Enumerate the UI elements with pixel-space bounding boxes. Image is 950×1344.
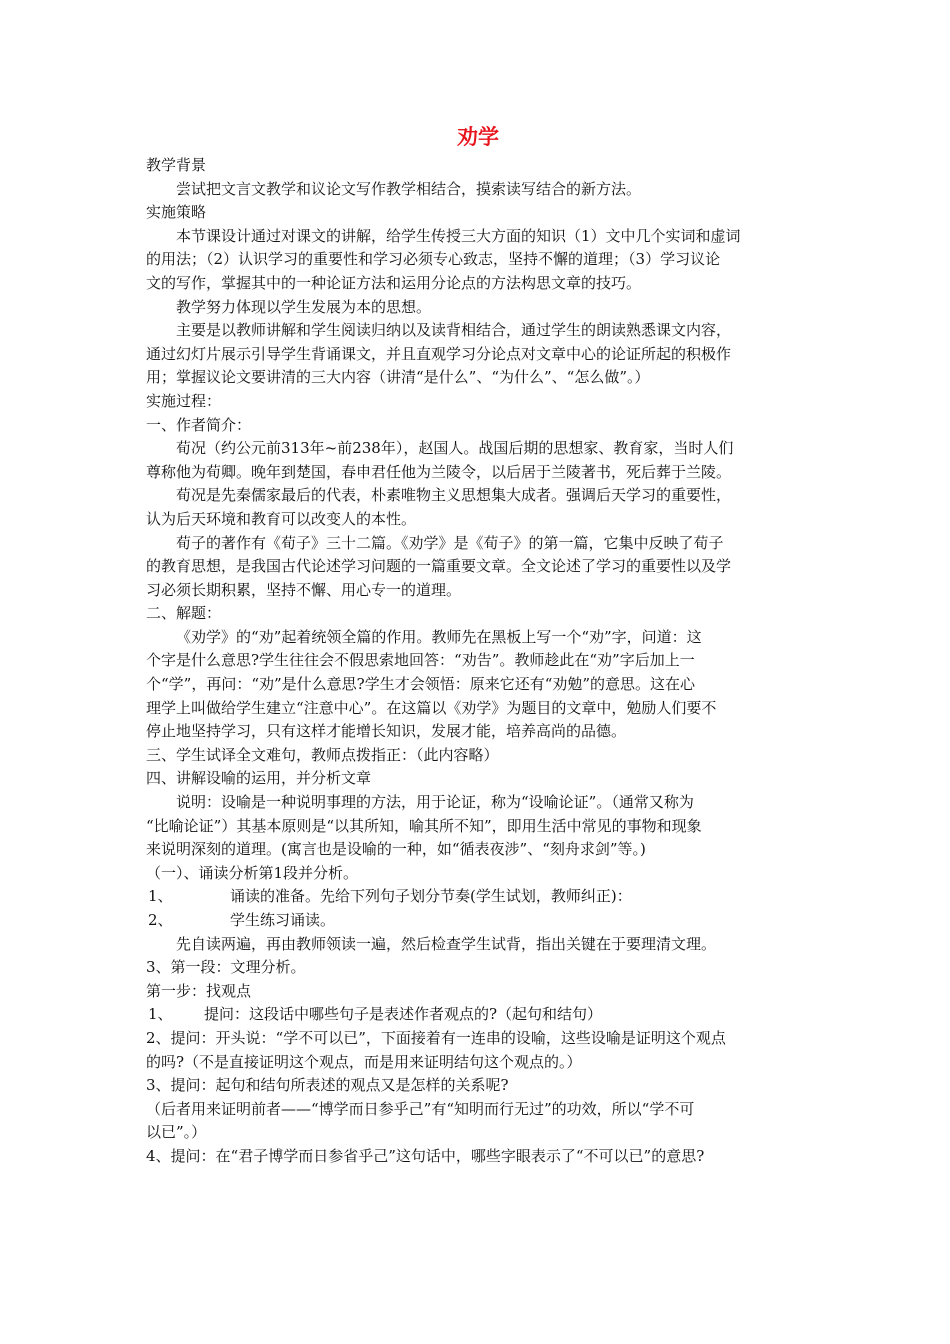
line-text: “比喻论证”）其基本原则是“以其所知，喻其所不知”，即用生活中常见的事物和现象 <box>146 816 702 835</box>
text-line <box>146 1003 810 1027</box>
text-line <box>146 437 810 461</box>
list-number: 1、 <box>148 1005 173 1024</box>
text-line <box>146 225 810 249</box>
text-line <box>146 697 810 721</box>
text-line <box>146 980 810 1004</box>
text-line <box>146 791 810 815</box>
text-line <box>146 555 810 579</box>
line-text: 学生练习诵读。 <box>230 911 336 929</box>
text-line <box>146 626 810 650</box>
text-line <box>146 178 810 202</box>
text-line <box>146 838 810 862</box>
line-text: 荀子的著作有《荀子》三十二篇。《劝学》是《荀子》的第一篇，它集中反映了荀子 <box>176 533 724 552</box>
line-text: 通过幻灯片展示引导学生背诵课文，并且直观学习分论点对文章中心的论证所起的积极作 <box>146 344 732 363</box>
list-number: 2、 <box>148 911 173 929</box>
line-text: 来说明深刻的道理。(寓言也是设喻的一种，如“循表夜涉”、“刻舟求剑”等。) <box>146 840 646 859</box>
line-text: 理学上叫做给学生建立“注意中心”。在这篇以《劝学》为题目的文章中，勉励人们要不 <box>146 698 717 717</box>
text-line <box>146 1145 810 1169</box>
line-text: 实施策略 <box>146 203 207 222</box>
text-line <box>146 319 810 343</box>
text-line <box>146 1074 810 1098</box>
line-text: 个“学”，再问：“劝”是什么意思?学生才会领悟：原来它还有“劝勉”的意思。这在心 <box>146 675 696 694</box>
line-text: 习必须长期积累，坚持不懈、用心专一的道理。 <box>146 580 462 599</box>
line-text: 2、提问：开头说：“学不可以已”，下面接着有一连串的设喻，这些设喻是证明这个观点 <box>146 1028 726 1047</box>
text-line <box>146 532 810 556</box>
line-text: 个字是什么意思?学生往往会不假思索地回答：“劝告”。教师趁此在“劝”字后加上一 <box>146 651 695 670</box>
line-text: 的教育思想，是我国古代论述学习问题的一篇重要文章。全文论述了学习的重要性以及学 <box>146 557 732 576</box>
text-line <box>146 744 810 768</box>
text-line <box>146 767 810 791</box>
document-page <box>146 124 810 1169</box>
line-text: 认为后天环境和教育可以改变人的本性。 <box>146 509 417 528</box>
line-text: 《劝学》的“劝”起着统领全篇的作用。教师先在黑板上写一个“劝”字，问道：这 <box>176 627 702 646</box>
text-line <box>146 1121 810 1145</box>
text-line <box>146 508 810 532</box>
line-text: 3、第一段：文理分析。 <box>146 958 306 977</box>
line-text: 尝试把文言文教学和议论文写作教学相结合，摸索读写结合的新方法。 <box>176 179 642 198</box>
line-text: 教学背景 <box>146 156 207 174</box>
text-line <box>146 956 810 980</box>
text-line <box>146 461 810 485</box>
text-line <box>146 579 810 603</box>
text-line <box>146 815 810 839</box>
line-text: 本节课设计通过对课文的讲解，给学生传授三大方面的知识（1）文中几个实词和虚词 <box>176 226 741 245</box>
text-line <box>146 272 810 296</box>
line-text: 主要是以教师讲解和学生阅读归纳以及读背相结合，通过学生的朗读熟悉课文内容， <box>176 321 732 340</box>
text-line <box>146 390 810 414</box>
line-text: 一、作者简介： <box>146 415 252 434</box>
line-text: 二、解题： <box>146 604 222 623</box>
line-text: 荀况（约公元前313年~前238年），赵国人。战国后期的思想家、教育家，当时人们 <box>176 439 734 458</box>
line-text: 用；掌握议论文要讲清的三大内容（讲清“是什么”、“为什么”、“怎么做”。） <box>146 368 650 387</box>
document-body <box>146 154 810 1169</box>
text-line <box>146 484 810 508</box>
line-text: 三、学生试译全文难句，教师点拨指正：（此内容略） <box>146 745 499 764</box>
line-text: 以已”。） <box>146 1123 207 1142</box>
line-text: 先自读两遍，再由教师领读一遍，然后检查学生试背，指出关键在于要理清文理。 <box>176 934 717 953</box>
line-text: 文的写作，掌握其中的一种论证方法和运用分论点的方法构思文章的技巧。 <box>146 273 642 292</box>
line-text: 四、讲解设喻的运用，并分析文章 <box>146 769 372 788</box>
text-line <box>146 1051 810 1075</box>
text-line <box>146 673 810 697</box>
line-text: 停止地坚持学习，只有这样才能增长知识，发展才能，培养高尚的品德。 <box>146 722 627 741</box>
text-line <box>146 414 810 438</box>
line-text: （后者用来证明前者——“博学而日参乎己”有“知明而行无过”的功效，所以“学不可 <box>146 1099 695 1118</box>
text-line <box>146 933 810 957</box>
line-text: 实施过程： <box>146 391 222 410</box>
line-text: 第一步：找观点 <box>146 981 252 1000</box>
text-line <box>146 649 810 673</box>
text-line <box>146 296 810 320</box>
line-text: 诵读的准备。先给下列句子划分节奏(学生试划，教师纠正)： <box>230 887 632 906</box>
line-text: 荀况是先秦儒家最后的代表，朴素唯物主义思想集大成者。强调后天学习的重要性， <box>176 486 732 505</box>
text-line <box>146 885 810 909</box>
text-line <box>146 366 810 390</box>
text-line <box>146 720 810 744</box>
text-line <box>146 909 810 933</box>
list-number: 1、 <box>148 887 173 906</box>
document-title: 劝学 <box>457 125 499 149</box>
line-text: 教学努力体现以学生发展为本的思想。 <box>176 297 432 316</box>
line-text: 提问：这段话中哪些句子是表述作者观点的?（起句和结句） <box>204 1005 603 1024</box>
text-line <box>146 201 810 225</box>
line-text: 的吗?（不是直接证明这个观点，而是用来证明结句这个观点的。） <box>146 1052 582 1071</box>
text-line <box>146 1027 810 1051</box>
text-line <box>146 343 810 367</box>
line-text: 说明：设喻是一种说明事理的方法，用于论证，称为“设喻论证”。（通常又称为 <box>176 793 694 812</box>
line-text: 4、提问：在“君子博学而日参省乎己”这句话中，哪些字眼表示了“不可以已”的意思? <box>146 1146 705 1165</box>
line-text: 的用法；（2）认识学习的重要性和学习必须专心致志，坚持不懈的道理；（3）学习议论 <box>146 250 721 269</box>
text-line <box>146 602 810 626</box>
line-text: 尊称他为荀卿。晚年到楚国，春申君任他为兰陵令，以后居于兰陵著书，死后葬于兰陵。 <box>146 462 732 481</box>
text-line <box>146 862 810 886</box>
text-line <box>146 248 810 272</box>
line-text: 3、提问：起句和结句所表述的观点又是怎样的关系呢? <box>146 1076 509 1095</box>
line-text: （一）、诵读分析第1段并分析。 <box>146 863 359 882</box>
text-line <box>146 154 810 178</box>
text-line <box>146 1098 810 1122</box>
